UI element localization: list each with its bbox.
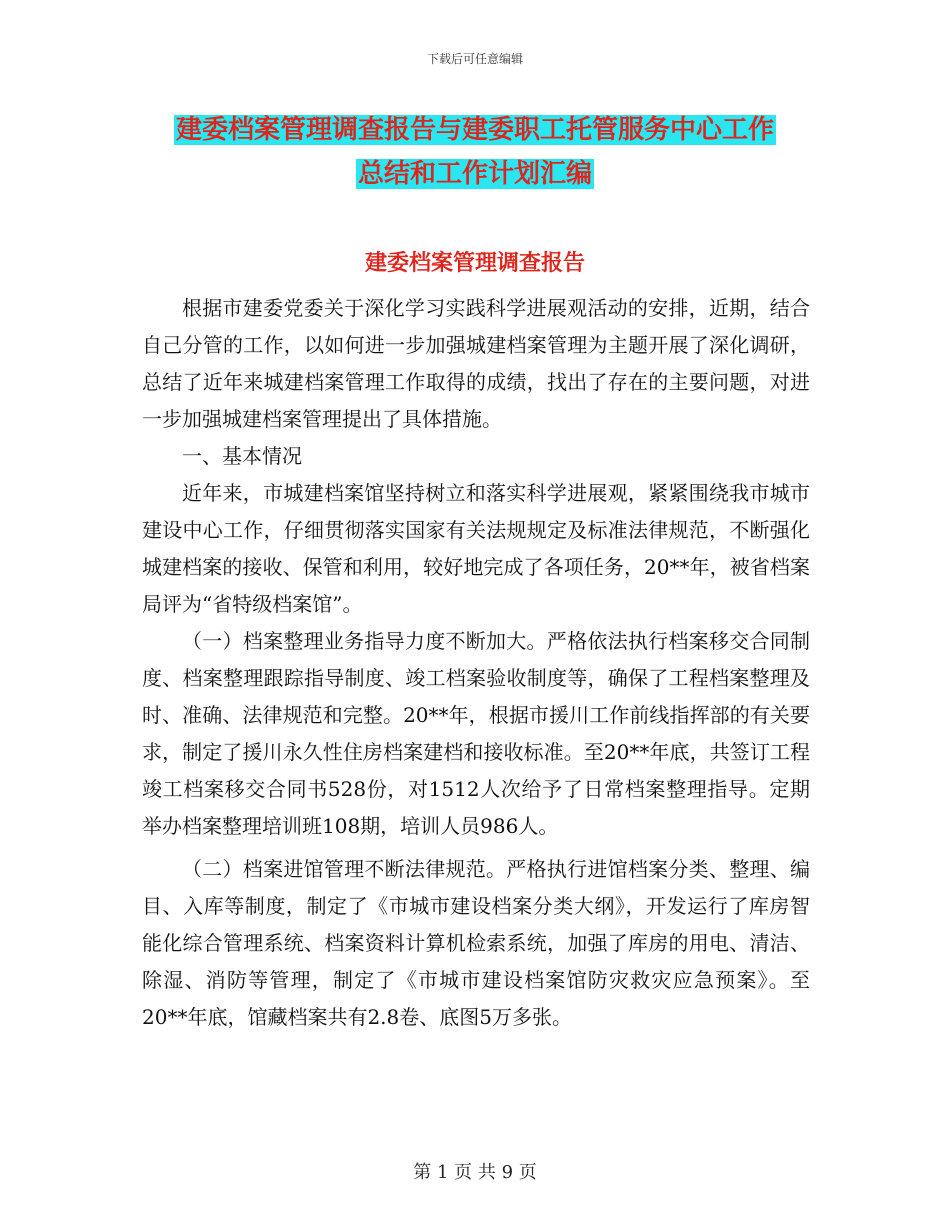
- document-title-text-2: 总结和工作计划汇编: [357, 159, 592, 189]
- page-footer: 第 1 页 共 9 页: [413, 1162, 537, 1183]
- paragraph-intro: 根据市建委党委关于深化学习实践科学进展观活动的安排，近期，结合自己分管的工作，以如何进一步加强城建档案管理为主题开展了深化调研，总结了近年来城建档案管理工作取得的成绩，找出了存在的主要问题，对进一步加强城建档案管理提出了具体措施。: [142, 296, 810, 431]
- paragraph-overview: 近年来，市城建档案馆坚持树立和落实科学进展观，紧紧围绕我市城市建设中心工作，仔细贯彻落实国家有关法规规定及标准法律规范，不断强化城建档案的接收、保管和利用，较好地完成了各项任务，20**年，被省档案局评为“省特级档案馆”。: [142, 481, 810, 616]
- paragraph-heading-basic: 一、基本情况: [182, 444, 302, 468]
- document-title-line-2: [0, 154, 950, 194]
- document-title-text-1: 建委档案管理调查报告与建委职工托管服务中心工作: [175, 115, 774, 145]
- paragraph-item-2: （二）档案进馆管理不断法律规范。严格执行进馆档案分类、整理、编目、入库等制度，制定了《市城市建设档案分类大纲》，开发运行了库房智能化综合管理系统、档案资料计算机检索系统，加强了库房的用电、清洁、除湿、消防等管理，制定了《市城市建设档案馆防灾救灾应急预案》。至20**年底，馆藏档案共有2.8卷、底图5万多张。: [142, 857, 810, 1029]
- document-title-line-1: [0, 110, 950, 150]
- document-body: [142, 290, 810, 1036]
- header-note: 下载后可任意编辑: [426, 52, 523, 66]
- paragraph-item-1: （一）档案整理业务指导力度不断加大。严格依法执行档案移交合同制度、档案整理跟踪指导制度、竣工档案验收制度等，确保了工程档案整理及时、准确、法律规范和完整。20**年，根据市援川工作前线指挥部的有关要求，制定了援川永久性住房档案建档和接收标准。至20**年底，共签订工程竣工档案移交合同书528份，对1512人次给予了日常档案整理指导。定期举办档案整理培训班108期，培训人员986人。: [142, 629, 810, 838]
- section-title: 建委档案管理调查报告: [364, 250, 585, 276]
